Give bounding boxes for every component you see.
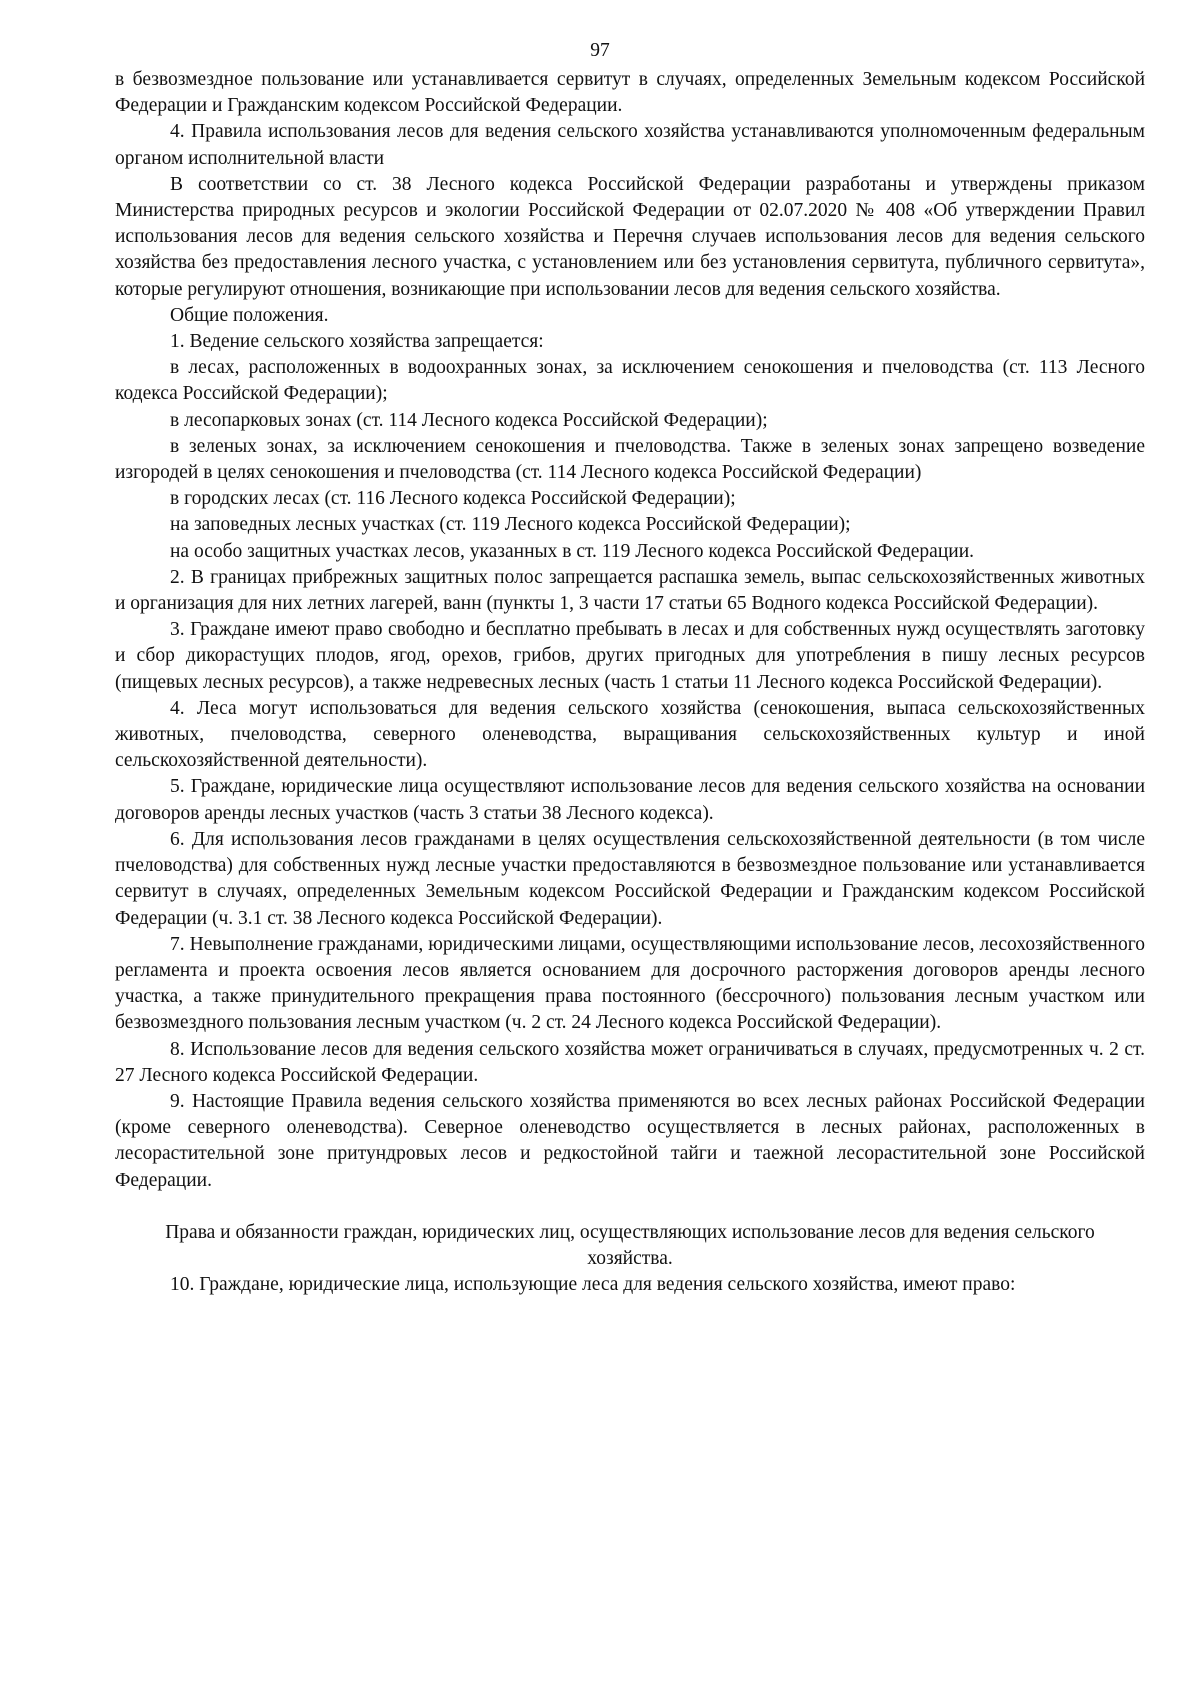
paragraph: В соответствии со ст. 38 Лесного кодекса Российской Федерации разработаны и утверждены приказом Министерства природных ресурсов и экологии Российской Федерации от 02.07.2020 № 408 «Об утверждении Правил использования лесов для ведения сельского хозяйства и Перечня случаев использования лесов для ведения сельского хозяйства без предоставления лесного участка, с установлением или без установления сервитута, публичного сервитута», которые регулируют отношения, возникающие при использовании лесов для ведения сельского хозяйства. xyxy=(115,173,1145,300)
paragraph: 1. Ведение сельского хозяйства запрещается: xyxy=(170,331,544,353)
paragraph: на особо защитных участках лесов, указанных в ст. 119 Лесного кодекса Российской Федерации. xyxy=(170,540,975,562)
paragraph: 4. Правила использования лесов для ведения сельского хозяйства устанавливаются уполномоченным федеральным органом исполнительной власти xyxy=(115,121,1145,169)
paragraph: в городских лесах (ст. 116 Лесного кодекса Российской Федерации); xyxy=(170,488,736,510)
paragraph: 9. Настоящие Правила ведения сельского хозяйства применяются во всех лесных районах Российской Федерации (кроме северного оленеводства). Северное оленеводство осуществляется в лесных районах, расположенных в лесорастительной зоне притундровых лесов и редкостойной тайги и таежной лесорастительной зоне Российской Федерации. xyxy=(115,1090,1145,1191)
page-number: 97 xyxy=(590,40,610,61)
paragraph: 7. Невыполнение гражданами, юридическими лицами, осуществляющими использование лесов, лесохозяйственного регламента и проекта освоения лесов является основанием для досрочного расторжения договоров аренды лесного участка, а также принудительного прекращения права постоянного (бессрочного) пользования лесным участком или безвозмездного пользования лесным участком (ч. 2 ст. 24 Лесного кодекса Российской Федерации). xyxy=(115,933,1145,1034)
paragraph: 10. Граждане, юридические лица, использующие леса для ведения сельского хозяйства, имеют право: xyxy=(170,1274,1016,1296)
paragraph: 6. Для использования лесов гражданами в целях осуществления сельскохозяйственной деятельности (в том числе пчеловодства) для собственных нужд лесные участки предоставляются в безвозмездное пользование или устанавливается сервитут в случаях, определенных Земельным кодексом Российской Федерации и Гражданским кодексом Российской Федерации (ч. 3.1 ст. 38 Лесного кодекса Российской Федерации). xyxy=(115,828,1145,929)
paragraph: 5. Граждане, юридические лица осуществляют использование лесов для ведения сельского хозяйства на основании договоров аренды лесных участков (часть 3 статьи 38 Лесного кодекса). xyxy=(115,776,1145,824)
paragraph: 3. Граждане имеют право свободно и бесплатно пребывать в лесах и для собственных нужд осуществлять заготовку и сбор дикорастущих плодов, ягод, орехов, грибов, других пригодных для употребления в пишу лесных ресурсов (пищевых лесных ресурсов), а также недревесных лесных (часть 1 статьи 11 Лесного кодекса Российской Федерации). xyxy=(115,619,1145,693)
paragraph: в лесах, расположенных в водоохранных зонах, за исключением сенокошения и пчеловодства (ст. 113 Лесного кодекса Российской Федерации); xyxy=(115,357,1145,405)
text-block xyxy=(115,67,1145,1298)
paragraph-group-bottom xyxy=(115,1272,1145,1298)
paragraph: 8. Использование лесов для ведения сельского хозяйства может ограничиваться в случаях, предусмотренных ч. 2 ст. 27 Лесного кодекса Российской Федерации. xyxy=(115,1038,1145,1086)
paragraph: 2. В границах прибрежных защитных полос запрещается распашка земель, выпас сельскохозяйственных животных и организация для них летних лагерей, ванн (пункты 1, 3 части 17 статьи 65 Водного кодекса Российской Федерации). xyxy=(115,566,1145,615)
paragraph-group-top xyxy=(115,67,1145,1194)
paragraph: Общие положения. xyxy=(170,304,329,326)
paragraph: в зеленых зонах, за исключением сенокошения и пчеловодства. Также в зеленых зонах запрещено возведение изгородей в целях сенокошения и пчеловодства (ст. 114 Лесного кодекса Российской Федерации) xyxy=(115,435,1145,484)
section-heading: Права и обязанности граждан, юридических лиц, осуществляющих использование лесов для ведения сельского хозяйства. xyxy=(165,1221,1095,1269)
paragraph: в безвозмездное пользование или устанавливается сервитут в случаях, определенных Земельным кодексом Российской Федерации и Гражданским кодексом Российской Федерации. xyxy=(115,69,1145,117)
paragraph: 4. Леса могут использоваться для ведения сельского хозяйства (сенокошения, выпаса сельскохозяйственных животных, пчеловодства, северного оленеводства, выращивания сельскохозяйственных культур и иной сельскохозяйственной деятельности). xyxy=(115,697,1145,772)
paragraph: в лесопарковых зонах (ст. 114 Лесного кодекса Российской Федерации); xyxy=(170,409,768,431)
paragraph: на заповедных лесных участках (ст. 119 Лесного кодекса Российской Федерации); xyxy=(170,514,851,536)
